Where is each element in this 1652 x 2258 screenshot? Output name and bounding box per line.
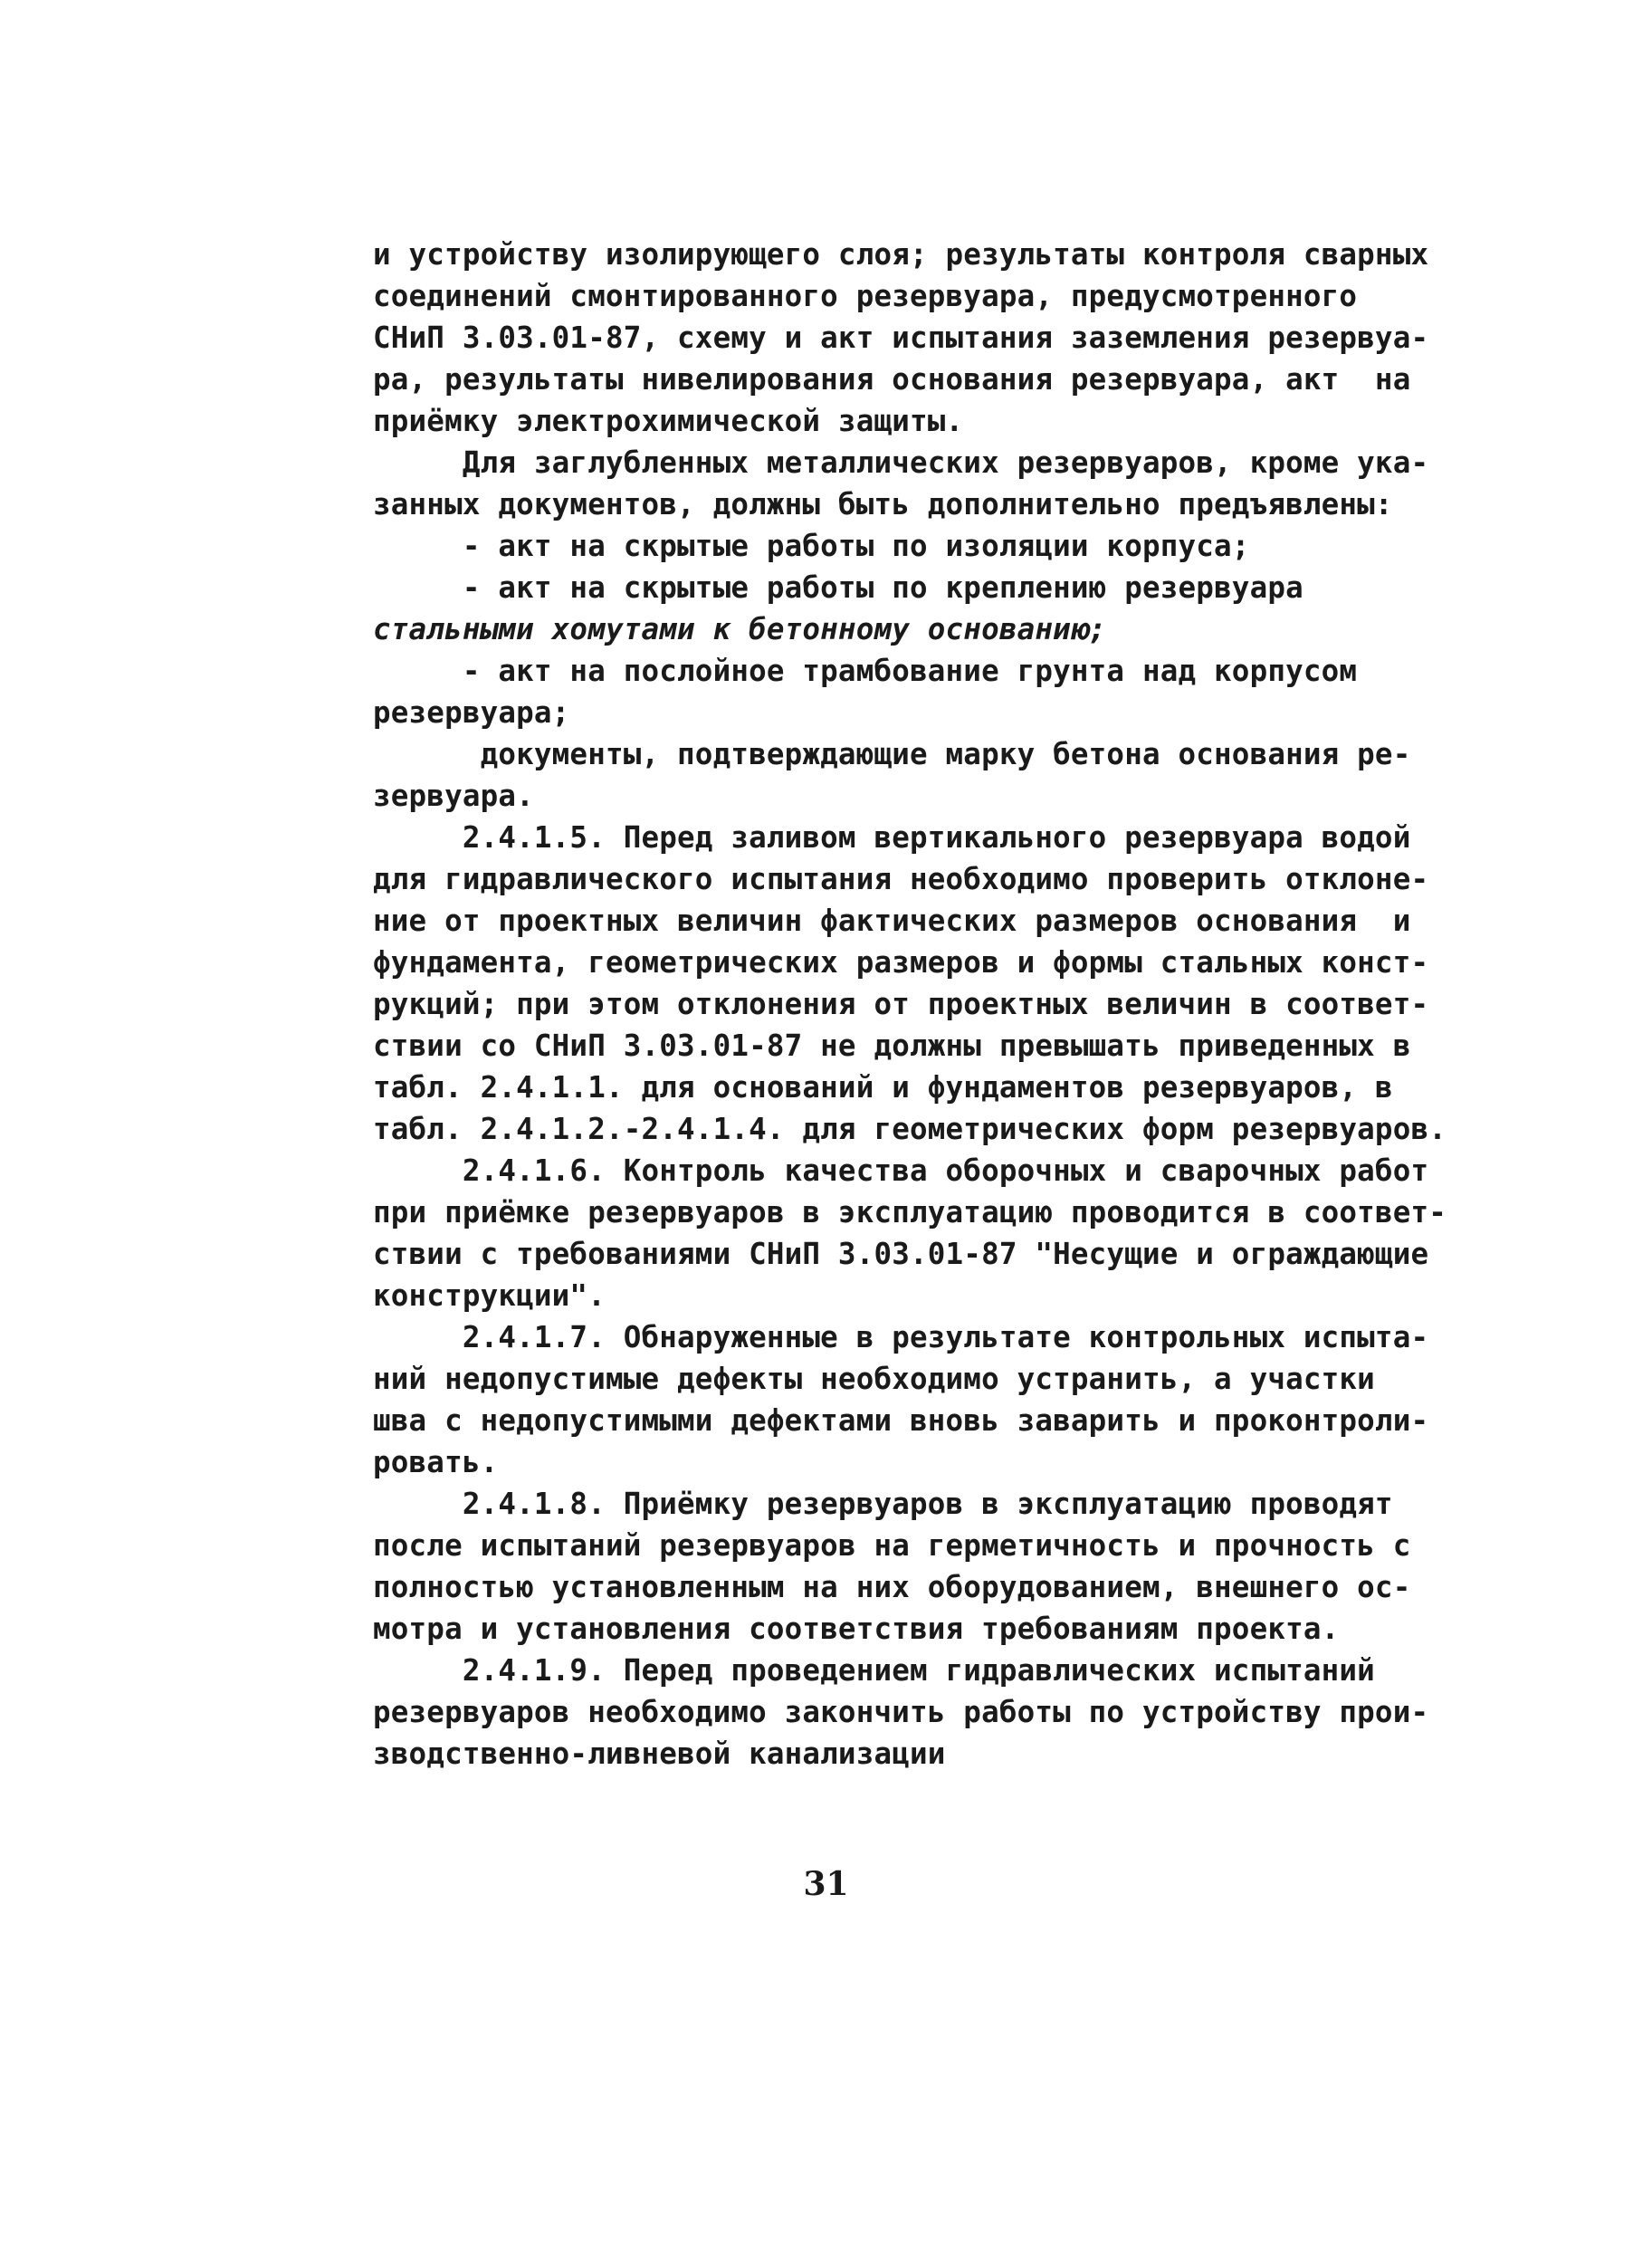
text-line: соединений смонтированного резервуара, предусмотренного bbox=[373, 279, 1358, 313]
text-line: приёмку электрохимической защиты. bbox=[373, 404, 964, 438]
text-line: фундамента, геометрических размеров и формы стальных конст- bbox=[373, 945, 1429, 980]
page-number: 31 bbox=[803, 1865, 849, 1903]
text-line: зводственно-ливневой канализации bbox=[373, 1737, 946, 1771]
text-line: 2.4.1.5. Перед заливом вертикального резервуара водой bbox=[373, 820, 1411, 855]
text-line: Для заглубленных металлических резервуаров, кроме ука- bbox=[373, 445, 1429, 480]
text-line: и устройству изолирующего слоя; результаты контроля сварных bbox=[373, 237, 1429, 272]
text-line: 2.4.1.9. Перед проведением гидравлических испытаний bbox=[373, 1653, 1375, 1688]
text-line: табл. 2.4.1.2.-2.4.1.4. для геометрических форм резервуаров. bbox=[373, 1112, 1447, 1146]
text-line: ний недопустимые дефекты необходимо устранить, а участки bbox=[373, 1362, 1375, 1396]
text-line: для гидравлического испытания необходимо проверить отклоне- bbox=[373, 862, 1429, 896]
text-line: резервуара; bbox=[373, 695, 570, 730]
text-line: при приёмке резервуаров в эксплуатацию проводится в соответ- bbox=[373, 1195, 1447, 1229]
text-line: 2.4.1.6. Контроль качества оборочных и сварочных работ bbox=[373, 1153, 1429, 1188]
text-line: ровать. bbox=[373, 1445, 499, 1479]
text-line: ствии с требованиями СНиП 3.03.01-87 "Несущие и ограждающие bbox=[373, 1237, 1429, 1271]
text-line: конструкции". bbox=[373, 1278, 606, 1313]
text-line: ствии со СНиП 3.03.01-87 не должны превышать приведенных в bbox=[373, 1029, 1411, 1063]
text-line: 2.4.1.7. Обнаруженные в результате контрольных испыта- bbox=[373, 1320, 1429, 1354]
text-line: документы, подтверждающие марку бетона основания ре- bbox=[373, 737, 1411, 771]
text-line: зервуара. bbox=[373, 779, 534, 813]
text-line: ние от проектных величин фактических размеров основания и bbox=[373, 904, 1411, 938]
text-line: мотра и установления соответствия требованиям проекта. bbox=[373, 1612, 1340, 1646]
text-line: после испытаний резервуаров на герметичность и прочность с bbox=[373, 1528, 1411, 1563]
text-line: шва с недопустимыми дефектами вновь заварить и проконтроли- bbox=[373, 1403, 1429, 1438]
text-line: занных документов, должны быть дополнительно предъявлены: bbox=[373, 487, 1393, 521]
text-line: ра, результаты нивелирования основания резервуара, акт на bbox=[373, 362, 1411, 397]
text-line: табл. 2.4.1.1. для оснований и фундаментов резервуаров, в bbox=[373, 1070, 1393, 1105]
text-line: стальными хомутами к бетонному основанию; bbox=[373, 612, 1107, 646]
body-text bbox=[373, 234, 1447, 1775]
text-line: - акт на послойное трамбование грунта над корпусом bbox=[373, 654, 1358, 688]
text-line: полностью установленным на них оборудованием, внешнего ос- bbox=[373, 1570, 1411, 1604]
text-line: 2.4.1.8. Приёмку резервуаров в эксплуатацию проводят bbox=[373, 1487, 1393, 1521]
text-line: СНиП 3.03.01-87, схему и акт испытания заземления резервуа- bbox=[373, 321, 1429, 355]
text-line: - акт на скрытые работы по изоляции корпуса; bbox=[373, 529, 1250, 563]
text-line: рукций; при этом отклонения от проектных величин в соответ- bbox=[373, 987, 1429, 1021]
text-line: - акт на скрытые работы по креплению резервуара bbox=[373, 570, 1303, 605]
text-line: резервуаров необходимо закончить работы по устройству прои- bbox=[373, 1695, 1429, 1729]
